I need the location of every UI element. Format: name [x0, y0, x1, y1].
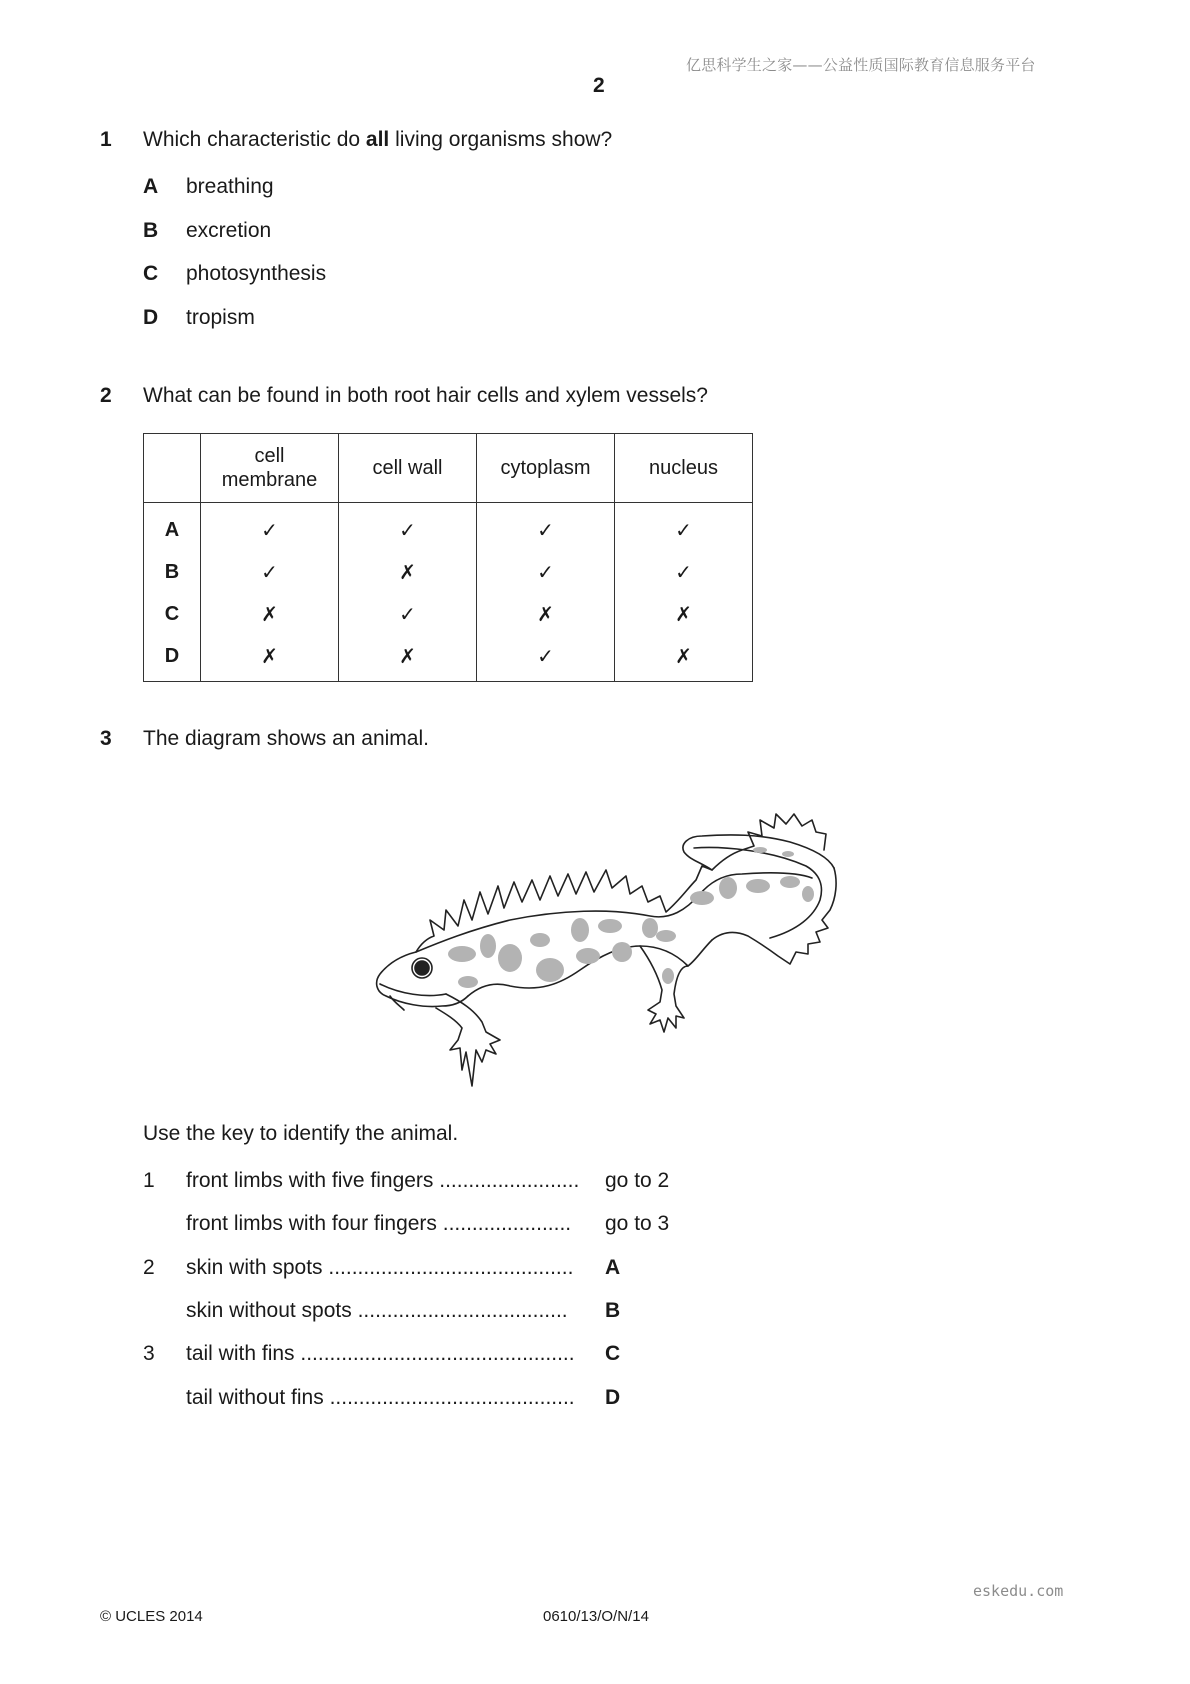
- key-step-number: 1: [143, 1169, 155, 1192]
- q1-option-b-text: excretion: [186, 219, 272, 242]
- mark-cell: ✓: [615, 503, 753, 552]
- answer-table-corner: [144, 434, 201, 503]
- key-intro: Use the key to identify the animal.: [143, 1122, 459, 1145]
- mark-cell: ✓: [201, 503, 339, 552]
- mark-cell: ✗: [615, 593, 753, 635]
- header-cell-membrane-line2: membrane: [221, 469, 318, 491]
- header-cell-membrane-line1: cell: [254, 445, 285, 467]
- header-cell-membrane: [201, 434, 339, 503]
- mark-cell: ✓: [339, 593, 477, 635]
- key-step-result: go to 3: [605, 1212, 670, 1235]
- key-step-number: 3: [143, 1342, 155, 1365]
- header-cytoplasm: cytoplasm: [477, 434, 615, 503]
- footer-copyright: © UCLES 2014: [100, 1608, 203, 1625]
- q1-option-c-text: photosynthesis: [186, 262, 327, 285]
- table-row: [144, 503, 753, 552]
- question-2-text: What can be found in both root hair cells and xylem vessels?: [143, 384, 708, 407]
- header-nucleus: nucleus: [615, 434, 753, 503]
- q1-option-d-letter: D: [143, 306, 159, 329]
- row-letter: D: [144, 635, 201, 682]
- question-3-text: The diagram shows an animal.: [143, 727, 429, 750]
- key-step-text: skin with spots ..........................................: [186, 1256, 574, 1279]
- row-letter: A: [144, 503, 201, 552]
- mark-cell: ✗: [201, 635, 339, 682]
- key-step-text: front limbs with five fingers ........................: [186, 1169, 580, 1192]
- question-2-number: 2: [100, 384, 112, 407]
- key-step-number: 2: [143, 1256, 155, 1279]
- mark-cell: ✗: [339, 635, 477, 682]
- newt-spots: [448, 847, 814, 988]
- mark-cell: ✓: [477, 551, 615, 593]
- mark-cell: ✓: [477, 503, 615, 552]
- question-1-text: [143, 128, 612, 152]
- table-row: [144, 593, 753, 635]
- mark-cell: ✓: [477, 635, 615, 682]
- question-1-text-after: living organisms show?: [389, 128, 613, 151]
- page-number: 2: [593, 74, 605, 97]
- q1-option-b-letter: B: [143, 219, 159, 242]
- question-1-text-before: Which characteristic do: [143, 128, 366, 151]
- newt-diagram: [350, 770, 850, 1100]
- key-step-result: C: [605, 1342, 621, 1365]
- key-step-result: B: [605, 1299, 621, 1322]
- mark-cell: ✗: [477, 593, 615, 635]
- header-cell-wall: cell wall: [339, 434, 477, 503]
- q1-option-d-text: tropism: [186, 306, 255, 329]
- key-step-text: tail without fins ..........................................: [186, 1386, 575, 1409]
- table-row: [144, 635, 753, 682]
- question-1-text-bold: all: [365, 128, 390, 151]
- watermark-footer: eskedu.com: [973, 1582, 1064, 1600]
- key-step-result: A: [605, 1256, 621, 1279]
- q1-option-a-text: breathing: [186, 175, 274, 198]
- watermark-header: 亿思科学生之家——公益性质国际教育信息服务平台: [686, 56, 1036, 74]
- q1-option-c-letter: C: [143, 262, 159, 285]
- answer-table-header-row: [144, 434, 753, 503]
- key-step-result: D: [605, 1386, 621, 1409]
- mark-cell: ✗: [201, 593, 339, 635]
- key-step-text: tail with fins ...............................................: [186, 1342, 575, 1365]
- newt-eye: [415, 961, 429, 975]
- mark-cell: ✗: [339, 551, 477, 593]
- mark-cell: ✗: [615, 635, 753, 682]
- row-letter: C: [144, 593, 201, 635]
- mark-cell: ✓: [201, 551, 339, 593]
- key-step-text: skin without spots ....................................: [186, 1299, 568, 1322]
- mark-cell: ✓: [615, 551, 753, 593]
- newt-front-leg: [436, 994, 500, 1086]
- newt-jaw: [390, 996, 404, 1010]
- mark-cell: ✓: [339, 503, 477, 552]
- q1-option-a-letter: A: [143, 175, 159, 198]
- key-step-result: go to 2: [605, 1169, 670, 1192]
- key-step-text: front limbs with four fingers ......................: [186, 1212, 572, 1235]
- footer-paper-code: 0610/13/O/N/14: [543, 1608, 649, 1625]
- newt-mouth: [380, 984, 446, 996]
- question-1-number: 1: [100, 128, 112, 151]
- question-3-number: 3: [100, 727, 112, 750]
- row-letter: B: [144, 551, 201, 593]
- answer-table: [143, 433, 753, 682]
- table-row: [144, 551, 753, 593]
